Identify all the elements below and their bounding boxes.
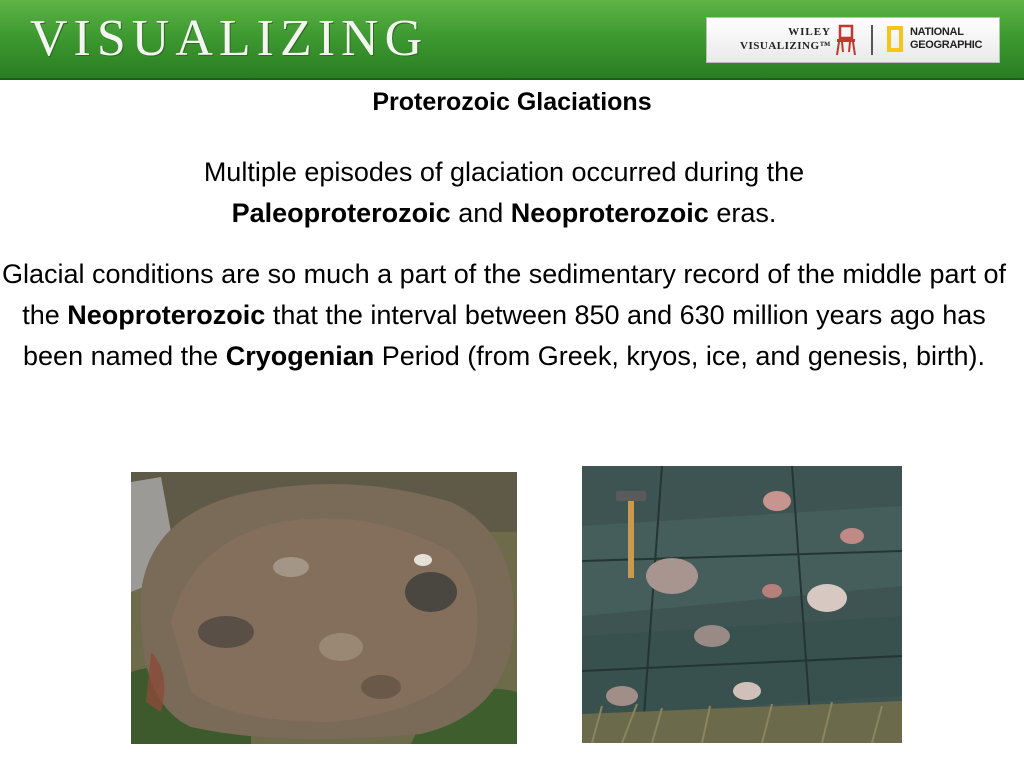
wiley-logo-text	[721, 25, 831, 53]
brand-title: VISUALIZING	[30, 10, 429, 67]
national-geographic-frame-icon	[887, 26, 903, 52]
paragraph-2	[0, 254, 1008, 377]
p2-text-3: Period (from Greek, kryos, ice, and genesis, birth).	[381, 341, 985, 371]
publisher-logo	[706, 17, 1000, 63]
ng-line2: GEOGRAPHIC	[910, 39, 983, 51]
p1-bold-paleoproterozoic: Paleoproterozoic	[231, 198, 451, 228]
ng-logo-text	[910, 26, 982, 52]
p2-text-1: Glacial conditions are so much a part of the sedimentary record of the middle part of the	[1, 259, 1006, 330]
p1-bold-neoproterozoic: Neoproterozoic	[510, 198, 709, 228]
ng-line1: NATIONAL	[910, 26, 964, 38]
paragraph-1	[0, 152, 1008, 234]
p2-bold-cryogenian: Cryogenian	[225, 341, 375, 371]
p1-text-3: eras.	[716, 198, 777, 228]
tillite-outcrop-photo	[582, 466, 902, 743]
p2-bold-neoproterozoic: Neoproterozoic	[67, 300, 266, 330]
glacial-boulder-photo	[131, 472, 517, 744]
logo-divider	[871, 25, 873, 55]
p1-text-2: and	[458, 198, 504, 228]
p2-text-2: that the interval between 850 and 630 million years ago has been named the	[23, 300, 986, 371]
chair-icon	[833, 24, 859, 56]
p1-text-1: Multiple episodes of glaciation occurred during the	[203, 157, 805, 187]
wiley-line2: VISUALIZING™	[740, 40, 831, 52]
wiley-line1: WILEY	[788, 26, 831, 38]
slide-title: Proterozoic Glaciations	[372, 88, 652, 116]
header-banner	[0, 0, 1024, 80]
